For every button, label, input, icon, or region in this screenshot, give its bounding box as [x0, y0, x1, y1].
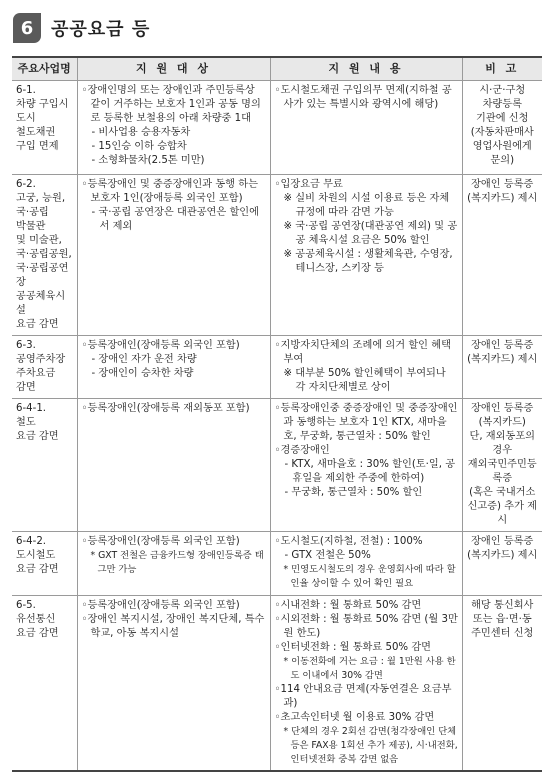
- content-cell: [270, 532, 462, 596]
- program-name-cell: [12, 596, 77, 772]
- column-header-target: 지 원 대 상: [77, 57, 270, 81]
- program-name-line: 6-5.: [16, 600, 36, 611]
- program-name-line: 요금 감면: [16, 628, 59, 639]
- note-line: (복지카드) 제시: [467, 354, 538, 365]
- note-line: 장애인 등록증: [471, 403, 534, 414]
- column-header-program: 주요사업명: [12, 57, 77, 81]
- content-line: - KTX, 새마을호 : 30% 할인(토·일, 공휴일을 제외한 주중에 한하여): [284, 459, 456, 484]
- program-name-line: 및 미술관,: [16, 235, 62, 246]
- program-name-cell: [12, 81, 77, 175]
- content-line: * 이동전화에 거는 요금 : 월 1만원 사용 한도 이내에서 30% 감면: [283, 656, 456, 681]
- content-line: ◦지방자치단체의 조례에 의거 할인 혜택 부여: [274, 340, 455, 365]
- program-name-line: 박물관: [16, 221, 46, 232]
- note-line: 해당 통신회사: [471, 600, 534, 611]
- program-name-line: 구입 면제: [16, 141, 59, 152]
- target-line: - 소형화물차(2.5톤 미만): [91, 155, 205, 166]
- content-line: ◦시외전화 : 월 통화료 50% 감면 (월 3만원 한도): [274, 614, 458, 639]
- target-cell: [77, 336, 270, 399]
- section-number-badge: 6: [13, 13, 41, 43]
- target-line: ◦등록장애인(장애등록 외국인 포함): [81, 536, 240, 547]
- program-name-line: 국·공립공원,: [16, 249, 72, 260]
- section-title: 공공요금 등: [51, 19, 151, 40]
- section-header: [13, 12, 150, 44]
- note-cell: [462, 399, 542, 532]
- table-row: [12, 175, 542, 336]
- target-line: - 15인승 이하 승합차: [91, 141, 187, 152]
- note-line: 영업사원에게: [472, 141, 532, 152]
- content-line: * 민영도시철도의 경우 운영회사에 따라 할인율 상이할 수 있어 확인 필요: [283, 564, 456, 589]
- table-row: [12, 336, 542, 399]
- note-line: 장애인 등록증: [471, 340, 534, 351]
- note-line: (자동차판매사: [470, 127, 534, 138]
- target-line: ◦등록장애인 및 중증장애인과 동행 하는 보호자 1인(장애등록 외국인 포함): [81, 179, 262, 204]
- note-line: 차량등록: [482, 99, 522, 110]
- table-row: [12, 596, 542, 772]
- content-line: ※ 국·공립 공연장(대관공연 제외) 및 공공 체육시설 요금은 50% 할인: [283, 221, 458, 246]
- benefits-table: [12, 56, 542, 772]
- program-name-line: 감면: [16, 382, 36, 393]
- program-name-line: 공공체육시설: [16, 291, 66, 316]
- program-name-line: 국·공립: [16, 207, 49, 218]
- target-line: - 장애인이 승차한 차량: [91, 368, 194, 379]
- content-cell: [270, 81, 462, 175]
- content-line: ◦인터넷전화 : 월 통화료 50% 감면: [274, 642, 432, 653]
- target-line: - 국·공립 공연장은 대관공연은 할인에서 제외: [91, 207, 259, 232]
- program-name-line: 6-1.: [16, 85, 36, 96]
- program-name-line: 요금 감면: [16, 431, 59, 442]
- content-line: ◦등록장애인중 중증장애인 및 중증장애인과 동행하는 보호자 1인 KTX, 새마을호, 무궁화, 통근열차 : 50% 할인: [274, 403, 458, 442]
- content-line: ◦입장요금 무료: [274, 179, 343, 190]
- content-line: * 단체의 경우 2회선 감면(청각장애인 단체 등은 FAX용 1회선 추가 제공), 시·내전화, 인터넷전화 중복 감면 없음: [283, 726, 461, 765]
- content-line: - 무궁화, 통근열차 : 50% 할인: [284, 487, 423, 498]
- table-row: [12, 399, 542, 532]
- note-line: 단, 재외동포의 경우: [469, 431, 539, 456]
- table-row: [12, 81, 542, 175]
- program-name-line: 공영주차장: [16, 354, 66, 365]
- target-line: * GXT 전철은 금융카드형 장애인등록증 태그만 가능: [90, 550, 264, 575]
- note-cell: [462, 81, 542, 175]
- note-line: 주민센터 신청: [471, 628, 534, 639]
- note-line: 장애인 등록증: [471, 536, 534, 547]
- note-cell: [462, 175, 542, 336]
- program-name-line: 차량 구입시: [16, 99, 69, 110]
- content-line: ※ 공공체육시설 : 생활체육관, 수영장, 테니스장, 스키장 등: [283, 249, 456, 274]
- content-line: ◦초고속인터넷 월 이용료 30% 감면: [274, 712, 435, 723]
- content-line: ◦도시철도채권 구입의무 면제(지하철 공사가 있는 특별시와 광역시에 해당): [274, 85, 452, 110]
- target-line: - 비사업용 승용자동차: [91, 127, 191, 138]
- column-header-content: 지 원 내 용: [270, 57, 462, 81]
- note-cell: [462, 596, 542, 772]
- target-cell: [77, 399, 270, 532]
- program-name-line: 철도채권: [16, 127, 56, 138]
- program-name-line: 주차요금: [16, 368, 56, 379]
- table-row: [12, 532, 542, 596]
- content-cell: [270, 399, 462, 532]
- content-line: ※ 대부분 50% 할인혜택이 부여되나 각 자치단체별로 상이: [283, 368, 449, 393]
- content-line: ◦경증장애인: [274, 445, 330, 456]
- target-line: ◦장애인명의 또는 장애인과 주민등록상 같이 거주하는 보호자 1인과 공동 명의로 등록한 보철용의 아래 차량중 1대: [81, 85, 261, 124]
- target-line: ◦등록장애인(장애등록 재외동포 포함): [81, 403, 250, 414]
- program-name-line: 국·공립공연장: [16, 263, 69, 288]
- program-name-line: 유선통신: [16, 614, 56, 625]
- target-cell: [77, 532, 270, 596]
- program-name-line: 요금 감면: [16, 564, 59, 575]
- note-line: 신고증) 추가 제시: [467, 501, 537, 526]
- content-line: ◦114 안내요금 면제(자동연결은 요금부과): [274, 684, 452, 709]
- content-line: ※ 실비 차원의 시설 이용료 등은 자체 규정에 따라 감면 가능: [283, 193, 453, 218]
- note-cell: [462, 532, 542, 596]
- content-line: ◦도시철도(지하철, 전철) : 100%: [274, 536, 423, 547]
- content-line: ◦시내전화 : 월 통화료 50% 감면: [274, 600, 422, 611]
- program-name-line: 요금 감면: [16, 319, 59, 330]
- program-name-line: 6-2.: [16, 179, 36, 190]
- content-line: - GTX 전철은 50%: [284, 550, 371, 561]
- program-name-line: 6-3.: [16, 340, 36, 351]
- program-name-line: 도시철도: [16, 550, 56, 561]
- target-cell: [77, 175, 270, 336]
- table-header-row: [12, 57, 542, 81]
- program-name-line: 6-4-2.: [16, 536, 47, 547]
- program-name-cell: [12, 532, 77, 596]
- program-name-cell: [12, 175, 77, 336]
- target-line: - 장애인 자가 운전 차량: [91, 354, 197, 365]
- program-name-line: 철도: [16, 417, 36, 428]
- target-line: ◦등록장애인(장애등록 외국인 포함): [81, 600, 240, 611]
- target-cell: [77, 81, 270, 175]
- content-cell: [270, 336, 462, 399]
- target-line: ◦등록장애인(장애등록 외국인 포함): [81, 340, 240, 351]
- program-name-line: 6-4-1.: [16, 403, 47, 414]
- note-line: (혹은 국내거소: [469, 487, 536, 498]
- content-cell: [270, 175, 462, 336]
- target-line: ◦장애인 복지시설, 장애인 복지단체, 특수학교, 아동 복지시설: [81, 614, 265, 639]
- note-line: 재외국민주민등록증: [467, 459, 537, 484]
- note-line: 장애인 등록증: [471, 179, 534, 190]
- program-name-line: 도시: [16, 113, 36, 124]
- content-cell: [270, 596, 462, 772]
- note-line: 시·군·구청: [479, 85, 526, 96]
- note-cell: [462, 336, 542, 399]
- note-line: (복지카드): [478, 417, 526, 428]
- program-name-cell: [12, 399, 77, 532]
- note-line: (복지카드) 제시: [467, 193, 538, 204]
- target-cell: [77, 596, 270, 772]
- program-name-cell: [12, 336, 77, 399]
- note-line: (복지카드) 제시: [467, 550, 538, 561]
- note-line: 문의): [490, 155, 515, 166]
- note-line: 또는 읍·면·동: [472, 614, 532, 625]
- note-line: 기관에 신청: [476, 113, 529, 124]
- program-name-line: 고궁, 능원,: [16, 193, 66, 204]
- column-header-note: 비 고: [462, 57, 542, 81]
